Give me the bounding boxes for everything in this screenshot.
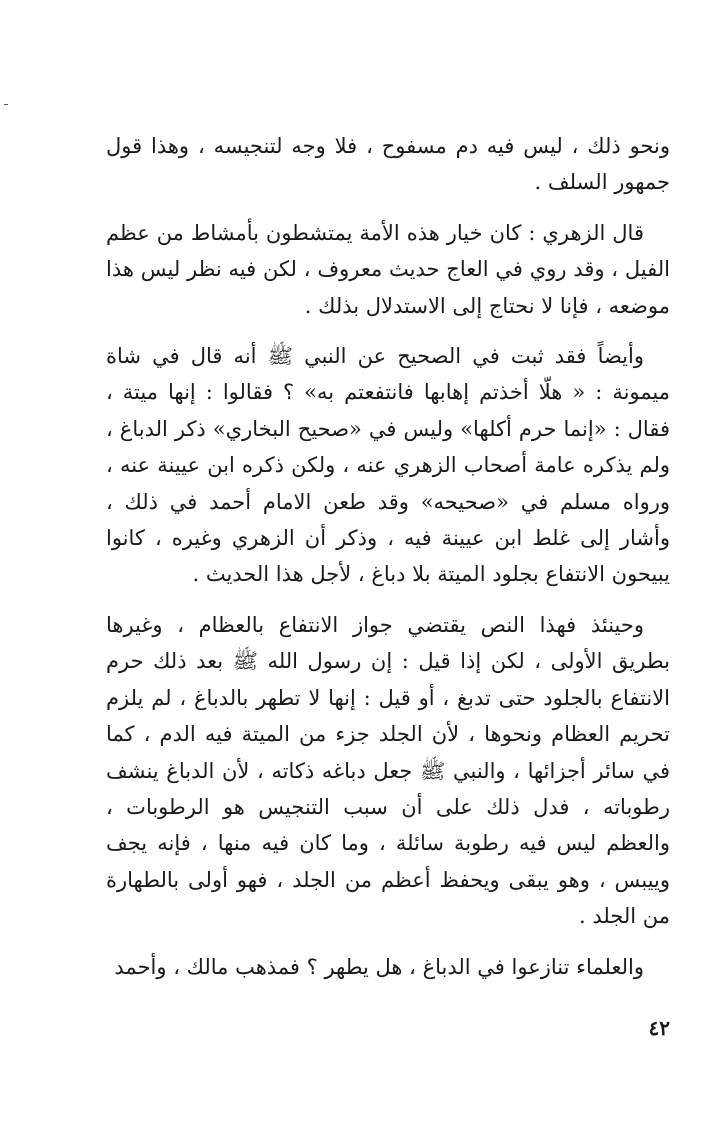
paragraph-3: وأيضاً فقد ثبت في الصحيح عن النبي ﷺ أنه قال في شاة ميمونة : « هلّا أخذتم إهابها فانتفعتم به» ؟ فقالوا : إنها ميتة ، فقال : «إنما حرم أكلها» وليس في «صحيح البخاري» ذكر الدباغ ، ولم يذكره عامة أصحاب الزهري عنه ، ولكن ذكره ابن عيينة عنه ، ورواه مسلم في «صحيحه» وقد طعن الامام أحمد في ذلك ، وأشار إلى غلط ابن عيينة فيه ، وذكر أن الزهري وغيره ، كانوا يبيحون الانتفاع بجلود الميتة بلا دباغ ، لأجل هذا الحديث . — [106, 344, 670, 587]
paragraph-1: ونحو ذلك ، ليس فيه دم مسفوح ، فلا وجه لتنجيسه ، وهذا قول جمهور السلف . — [106, 134, 670, 195]
paragraph-5: والعلماء تنازعوا في الدباغ ، هل يطهر ؟ فمذهب مالك ، وأحمد — [114, 954, 644, 979]
page-number: ٤٢ — [648, 1016, 670, 1040]
paragraph-4: وحينئذ فهذا النص يقتضي جواز الانتفاع بالعظام ، وغيرها بطريق الأولى ، لكن إذا قيل : إن رسول الله ﷺ بعد ذلك حرم الانتفاع بالجلود حتى تدبغ ، أو قيل : إنها لا تطهر بالدباغ ، لم يلزم تحريم العظام ونحوها ، لأن الجلد جزء من الميتة فيه الدم ، كما في سائر أجزائها ، والنبي ﷺ جعل دباغه ذكاته ، لأن الدباغ ينشف رطوباته ، فدل ذلك على أن سبب التنجيس هو الرطوبات ، والعظم ليس فيه رطوبة سائلة ، وما كان فيه منها ، فإنه يجف وييبس ، وهو يبقى ويحفظ أعظم من الجلد ، فهو أولى بالطهارة من الجلد . — [106, 612, 670, 929]
margin-mark — [4, 104, 8, 105]
paragraph-2: قال الزهري : كان خيار هذه الأمة يمتشطون بأمشاط من عظم الفيل ، وقد روي في العاج حديث معروف ، لكن فيه نظر ليس هذا موضعه ، فإنا لا نحتاج إلى الاستدلال بذلك . — [106, 220, 670, 318]
body-text — [106, 128, 670, 999]
